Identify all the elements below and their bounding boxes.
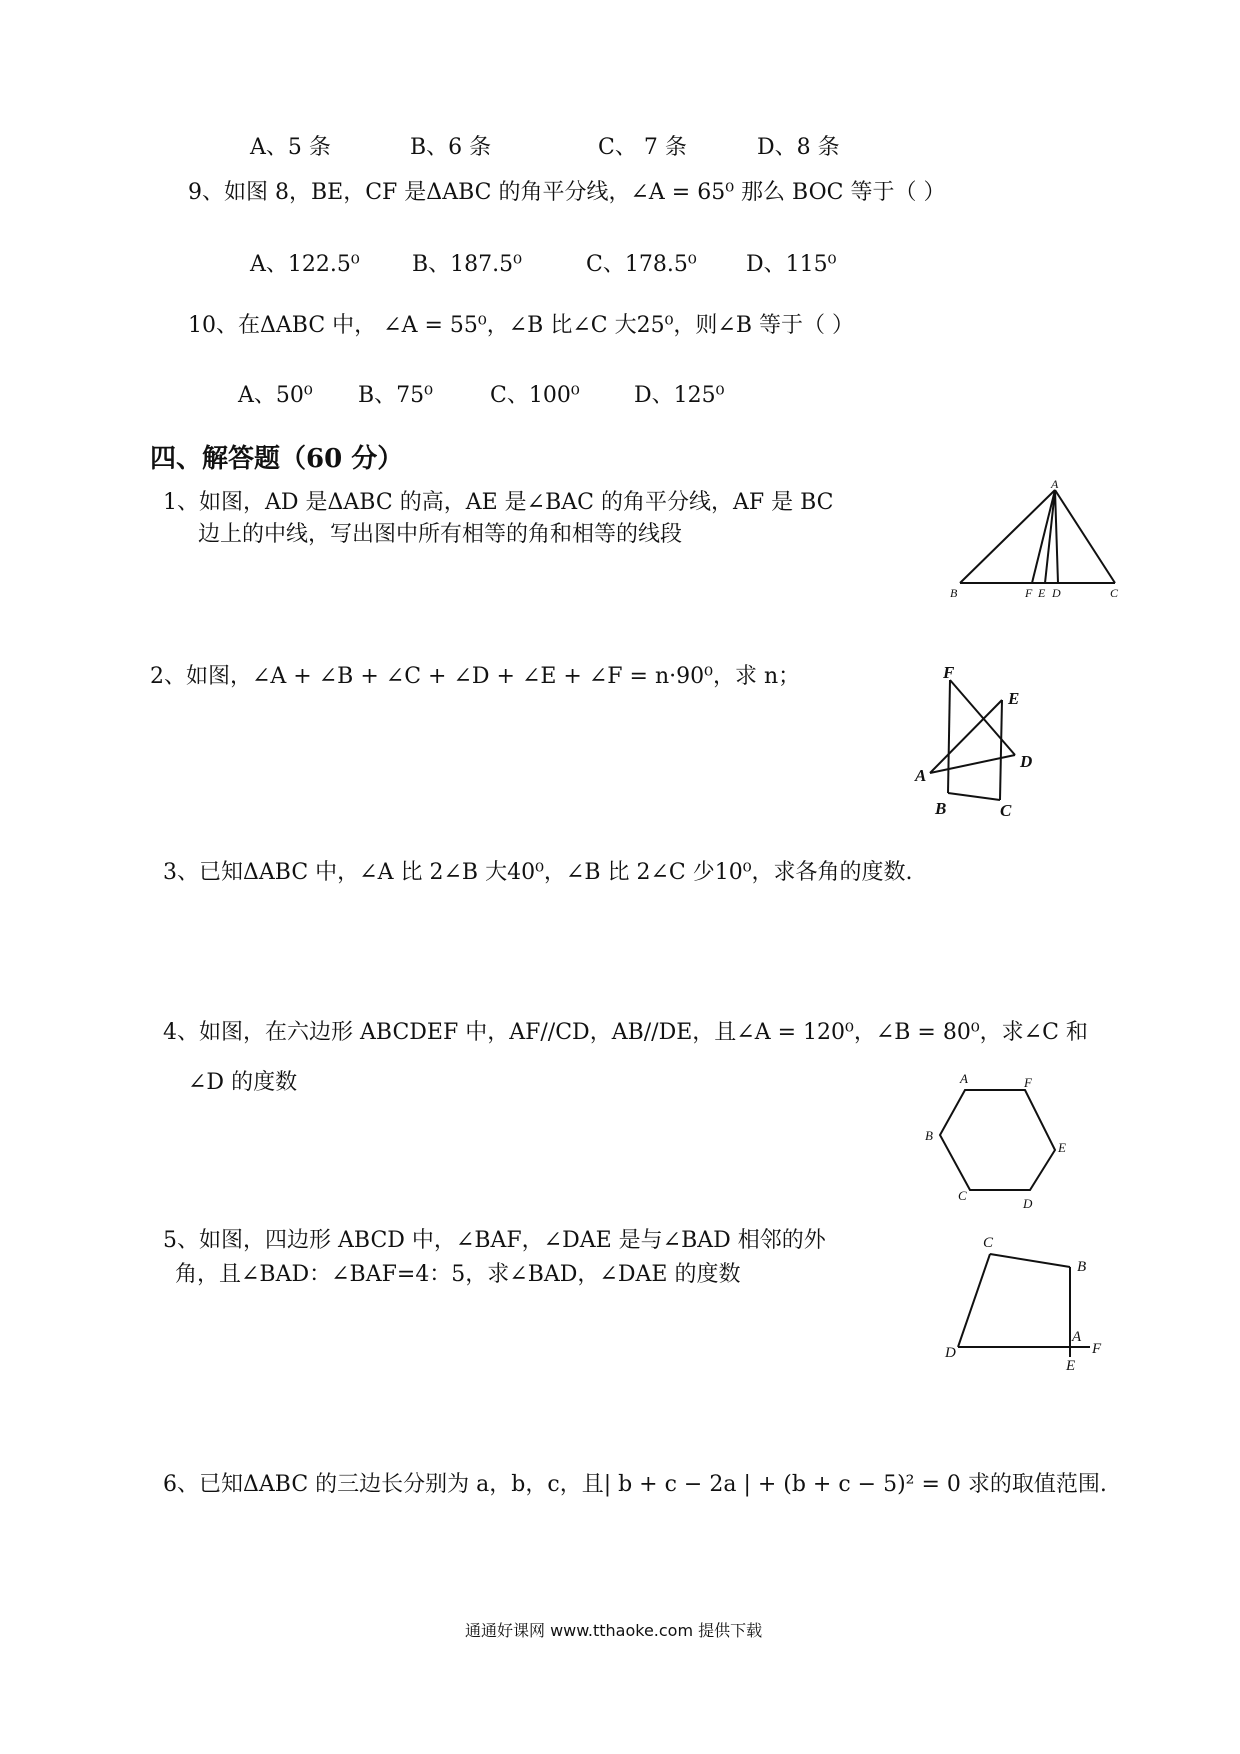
p2-label-f: F [943,663,955,682]
q9-text: 9、如图 8，BE，CF 是ΔABC 的角平分线，∠A = 65⁰ 那么 BOC 等于（ ） [188,180,946,205]
p2-text: 2、如图，∠A + ∠B + ∠C + ∠D + ∠E + ∠F = n·90⁰，求 n； [150,664,801,689]
p1-label-b: B [950,586,958,600]
p1-label-e: E [1038,586,1046,600]
q10-text: 10、在ΔABC 中， ∠A = 55⁰，∠B 比∠C 大25⁰，则∠B 等于（ ） [188,313,854,338]
p5-quadrilateral-figure [940,1225,1110,1375]
p6-text: 6、已知ΔABC 的三边长分别为 a，b，c，且| b + c − 2a | + (b + c − 5)² = 0 求的取值范围. [163,1472,1107,1497]
q8-option-b: B、6 条 [410,135,492,160]
p4-label-d: D [1023,1196,1033,1211]
footer-text: 通通好课网 www.tthaoke.com 提供下载 [465,1621,763,1640]
q10-option-d: D、125⁰ [634,383,725,408]
p2-label-e: E [1008,689,1020,708]
p2-star-figure [910,663,1060,820]
p5-label-a: A [1072,1329,1082,1345]
q10-option-b: B、75⁰ [358,383,433,408]
p5-label-f: F [1092,1341,1102,1357]
p1-label-d: D [1052,586,1061,600]
q10-option-a: A、50⁰ [238,383,313,408]
p1-line2: 边上的中线，写出图中所有相等的角和相等的线段 [198,522,683,547]
q9-option-b: B、187.5⁰ [412,252,522,277]
p1-label-f: F [1025,586,1033,600]
p5-label-c: C [983,1235,994,1251]
p4-label-e: E [1058,1140,1066,1155]
p2-label-c: C [1000,801,1012,820]
p4-hexagon-figure [920,1070,1070,1210]
q10-option-c: C、100⁰ [490,383,580,408]
q8-option-d: D、8 条 [757,135,840,160]
q8-option-a: A、5 条 [250,135,331,160]
p5-line1: 5、如图，四边形 ABCD 中，∠BAF，∠DAE 是与∠BAD 相邻的外 [163,1228,826,1253]
p1-line1: 1、如图，AD 是ΔABC 的高，AE 是∠BAC 的角平分线，AF 是 BC [163,490,834,515]
p1-label-a: A [1051,477,1059,491]
p4-line2: ∠D 的度数 [188,1070,298,1095]
p5-label-b: B [1077,1259,1087,1275]
p3-text: 3、已知ΔABC 中，∠A 比 2∠B 大40⁰，∠B 比 2∠C 少10⁰，求各角的度数. [163,860,913,885]
q9-option-d: D、115⁰ [746,252,837,277]
p5-label-d: D [945,1345,956,1361]
section-title: 四、解答题（60 分） [150,444,404,474]
p4-label-a: A [960,1071,968,1086]
p4-label-b: B [925,1128,933,1143]
p4-label-c: C [958,1188,967,1203]
q9-option-a: A、122.5⁰ [250,252,360,277]
p1-triangle-figure [950,478,1130,598]
q9-option-c: C、178.5⁰ [586,252,697,277]
p4-label-f: F [1024,1075,1032,1090]
q8-option-c: C、 7 条 [598,135,687,160]
p1-label-c: C [1110,586,1119,600]
p5-line2: 角，且∠BAD：∠BAF=4：5，求∠BAD，∠DAE 的度数 [175,1262,741,1287]
p2-label-a: A [915,766,927,785]
p2-label-d: D [1020,752,1033,771]
p5-label-e: E [1066,1358,1076,1374]
p4-line1: 4、如图，在六边形 ABCDEF 中，AF//CD，AB//DE，且∠A = 120⁰，∠B = 80⁰，求∠C 和 [163,1020,1088,1045]
p2-label-b: B [935,799,947,818]
